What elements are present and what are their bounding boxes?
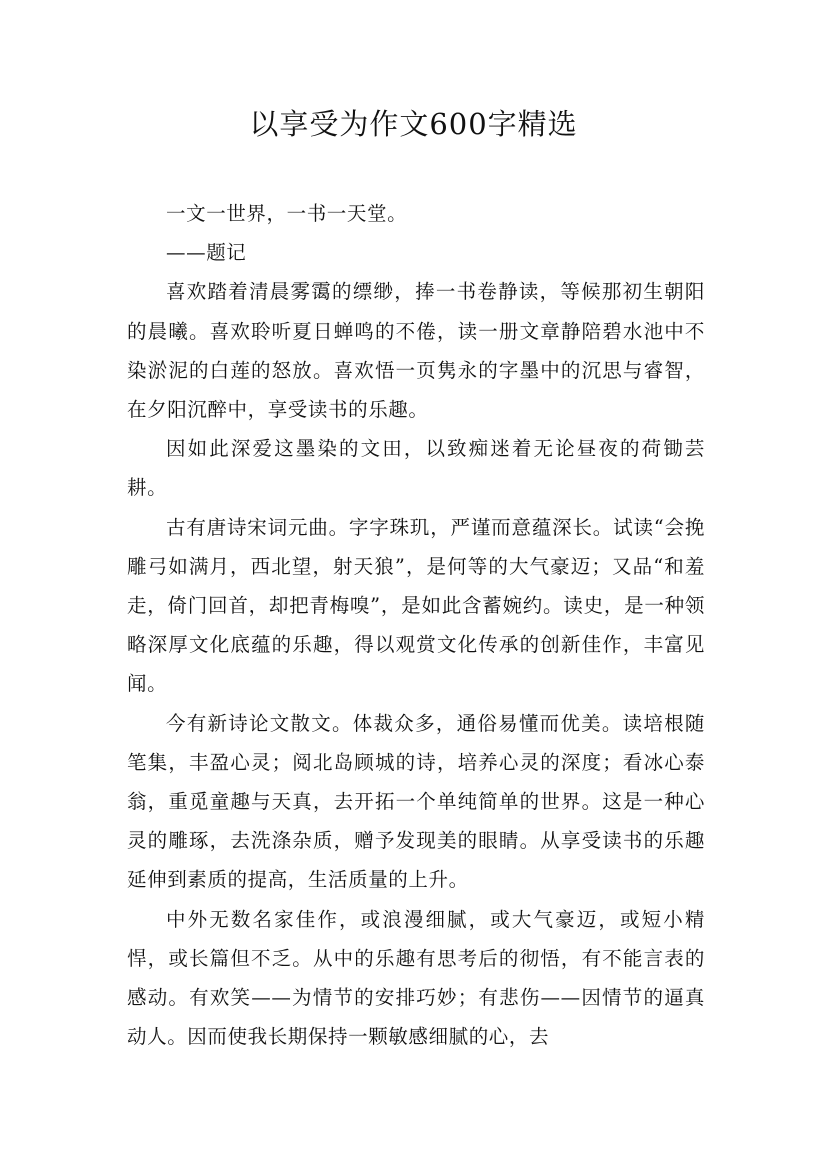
paragraph: 今有新诗论文散文。体裁众多，通俗易懂而优美。读培根随笔集，丰盈心灵；阅北岛顾城的诗，培养心灵的深度；看冰心泰翁，重觅童趣与天真，去开拓一个单纯简单的世界。这是一种心灵的雕琢，去洗涤杂质，赠予发现美的眼睛。从享受读书的乐趣延伸到素质的提高，生活质量的上升。 [127, 711, 705, 892]
paragraph-epigraph-attribution: ——题记 [166, 241, 247, 265]
paragraph: 古有唐诗宋词元曲。字字珠玑，严谨而意蕴深长。试读“会挽雕弓如满月，西北望，射天狼”，是何等的大气豪迈；又品“和羞走，倚门回首，却把青梅嗅”，是如此含蓄婉约。读史，是一种领略深厚文化底蕴的乐趣，得以观赏文化传承的创新佳作，丰富见闻。 [127, 515, 705, 696]
document-body [127, 194, 705, 1056]
paragraph: 中外无数名家佳作，或浪漫细腻，或大气豪迈，或短小精悍，或长篇但不乏。从中的乐趣有思考后的彻悟，有不能言表的感动。有欢笑——为情节的安排巧妙；有悲伤——因情节的逼真动人。因而使我长期保持一颗敏感细腻的心，去 [127, 907, 705, 1049]
document-title: 以享受为作文600字精选 [249, 107, 578, 141]
paragraph: 喜欢踏着清晨雾霭的缥缈，捧一书卷静读，等候那初生朝阳的晨曦。喜欢聆听夏日蝉鸣的不倦，读一册文章静陪碧水池中不染淤泥的白莲的怒放。喜欢悟一页隽永的字墨中的沉思与睿智，在夕阳沉醉中，享受读书的乐趣。 [127, 280, 705, 422]
paragraph-epigraph: 一文一世界，一书一天堂。 [166, 202, 408, 225]
paragraph: 因如此深爱这墨染的文田，以致痴迷着无论昼夜的荷锄芸耕。 [127, 437, 705, 500]
